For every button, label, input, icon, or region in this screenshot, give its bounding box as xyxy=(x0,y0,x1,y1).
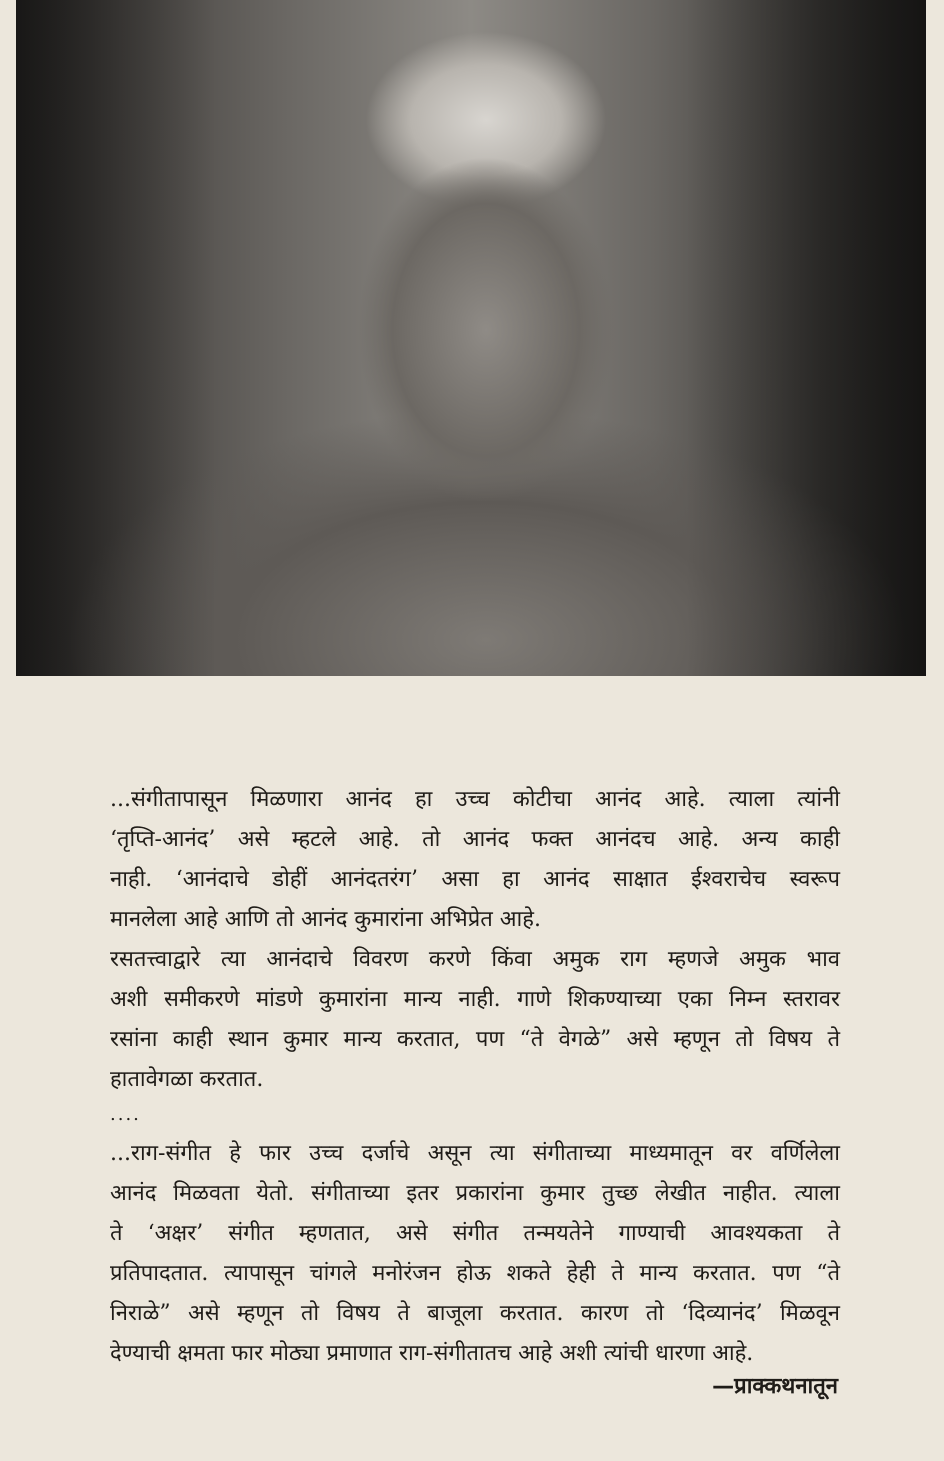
photo-shadow-right xyxy=(686,0,926,676)
text-line: रसतत्त्वाद्वारे त्या आनंदाचे विवरण करणे किंवा अमुक राग म्हणजे अमुक भाव xyxy=(110,947,840,972)
text-line: ...संगीतापासून मिळणारा आनंद हा उच्च कोटीचा आनंद आहे. त्याला त्यांनी xyxy=(110,787,840,812)
quote-text xyxy=(110,780,840,1374)
text-line: अशी समीकरणे मांडणे कुमारांना मान्य नाही. गाणे शिकण्याच्या एका निम्न स्तरावर xyxy=(110,987,840,1012)
text-line: निराळे” असे म्हणून तो विषय ते बाजूला करतात. कारण तो ‘दिव्यानंद’ मिळवून xyxy=(110,1301,840,1326)
text-line: नाही. ‘आनंदाचे डोहीं आनंदतरंग’ असा हा आनंद साक्षात ईश्वराचेच स्वरूप xyxy=(110,867,840,892)
text-line: ‘तृप्ति-आनंद’ असे म्हटले आहे. तो आनंद फक्त आनंदच आहे. अन्य काही xyxy=(110,827,840,852)
text-line: ...राग-संगीत हे फार उच्च दर्जाचे असून त्या संगीताच्या माध्यमातून वर वर्णिलेला xyxy=(110,1141,840,1166)
text-line: हातावेगळा करतात. xyxy=(110,1067,264,1092)
source-attribution: —प्राक्कथनातून xyxy=(712,1374,838,1399)
text-line: आनंद मिळवता येतो. संगीताच्या इतर प्रकारांना कुमार तुच्छ लेखीत नाहीत. त्याला xyxy=(110,1181,840,1206)
photo-shadow-left xyxy=(16,0,216,676)
text-line: मानलेला आहे आणि तो आनंद कुमारांना अभिप्रेत आहे. xyxy=(110,907,541,932)
text-line: प्रतिपादतात. त्यापासून चांगले मनोरंजन होऊ शकते हेही ते मान्य करतात. पण “ते xyxy=(110,1261,840,1286)
text-line: ते ‘अक्षर’ संगीत म्हणतात, असे संगीत तन्मयतेने गाण्याची आवश्यकता ते xyxy=(110,1221,840,1246)
portrait-photo xyxy=(16,0,926,676)
ellipsis-separator: .... xyxy=(110,1104,141,1125)
text-line: देण्याची क्षमता फार मोठ्या प्रमाणात राग-संगीतातच आहे अशी त्यांची धारणा आहे. xyxy=(110,1341,754,1366)
text-line: रसांना काही स्थान कुमार मान्य करतात, पण “ते वेगळे” असे म्हणून तो विषय ते xyxy=(110,1027,840,1052)
